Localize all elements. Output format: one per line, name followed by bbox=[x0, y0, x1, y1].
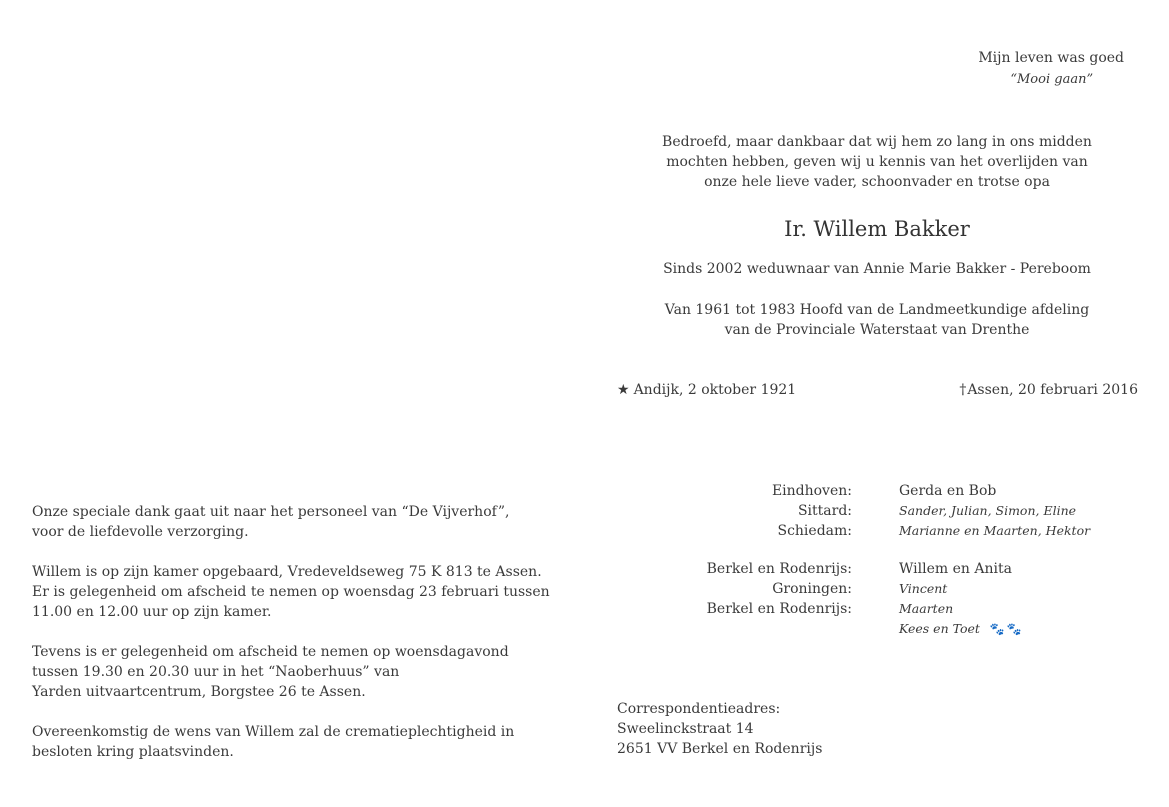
family-places bbox=[640, 481, 852, 619]
deceased-name: Ir. Willem Bakker bbox=[784, 217, 970, 241]
announcement-line: mochten hebben, geven wij u kennis van het overlijden van bbox=[666, 154, 1088, 170]
correspondence-address bbox=[617, 699, 822, 759]
address-street: Sweelinckstraat 14 bbox=[617, 721, 754, 737]
family-name: Marianne en Maarten, Hektor bbox=[899, 523, 1091, 538]
cross-icon: † bbox=[959, 382, 967, 398]
family-place: Berkel en Rodenrijs: bbox=[706, 561, 852, 577]
family-place: Berkel en Rodenrijs: bbox=[706, 601, 852, 617]
family-name: Sander, Julian, Simon, Eline bbox=[899, 503, 1077, 518]
star-icon: ★ bbox=[617, 382, 630, 398]
cremation-paragraph bbox=[32, 722, 552, 762]
family-name-pets bbox=[899, 619, 1149, 639]
family-place: Sittard: bbox=[797, 503, 852, 519]
thanks-paragraph bbox=[32, 502, 552, 542]
motto-quote: “Mooi gaan” bbox=[1010, 72, 1094, 87]
text-line: Onze speciale dank gaat uit naar het personeel van “De Vijverhof”, bbox=[32, 504, 510, 520]
motto bbox=[978, 48, 1124, 90]
text-line: Tevens is er gelegenheid om afscheid te nemen op woensdagavond bbox=[32, 644, 509, 660]
text-line: tussen 19.30 en 20.30 uur in het “Naoberhuus” van bbox=[32, 664, 400, 680]
address-city: 2651 VV Berkel en Rodenrijs bbox=[617, 741, 823, 757]
family-name: Maarten bbox=[899, 601, 954, 616]
widow-line: Sinds 2002 weduwnaar van Annie Marie Bakker - Pereboom bbox=[663, 261, 1091, 277]
family-place: Groningen: bbox=[772, 581, 852, 597]
address-label: Correspondentieadres: bbox=[617, 701, 781, 717]
family-name: Gerda en Bob bbox=[899, 483, 997, 499]
death-info bbox=[959, 380, 1138, 400]
birth-info bbox=[617, 380, 796, 400]
motto-line: Mijn leven was goed bbox=[978, 50, 1124, 66]
funeral-information bbox=[32, 502, 552, 762]
text-line: Er is gelegenheid om afscheid te nemen op woensdag 23 februari tussen bbox=[32, 584, 550, 600]
career-line: van de Provinciale Waterstaat van Drenthe bbox=[724, 322, 1030, 338]
viewing-paragraph bbox=[32, 562, 552, 622]
text-line: voor de liefdevolle verzorging. bbox=[32, 524, 249, 540]
family-names bbox=[899, 481, 1149, 639]
evening-paragraph bbox=[32, 642, 552, 702]
text-line: 11.00 en 12.00 uur op zijn kamer. bbox=[32, 604, 272, 620]
text-line: besloten kring plaatsvinden. bbox=[32, 744, 234, 760]
family-name: Vincent bbox=[899, 581, 948, 596]
announcement-text bbox=[617, 132, 1137, 192]
text-line: Overeenkomstig de wens van Willem zal de crematieplechtigheid in bbox=[32, 724, 515, 740]
paw-print-icon: 🐾🐾 bbox=[989, 622, 1024, 636]
death-text: Assen, 20 februari 2016 bbox=[967, 382, 1138, 398]
family-name: Willem en Anita bbox=[899, 561, 1012, 577]
announcement-line: Bedroefd, maar dankbaar dat wij hem zo lang in ons midden bbox=[662, 134, 1092, 150]
career-line: Van 1961 tot 1983 Hoofd van de Landmeetkundige afdeling bbox=[664, 302, 1090, 318]
family-name: Kees en Toet bbox=[899, 621, 980, 636]
birth-text: Andijk, 2 oktober 1921 bbox=[633, 382, 797, 398]
announcement-line: onze hele lieve vader, schoonvader en trotse opa bbox=[704, 174, 1050, 190]
text-line: Yarden uitvaartcentrum, Borgstee 26 te Assen. bbox=[32, 684, 366, 700]
text-line: Willem is op zijn kamer opgebaard, Vredeveldseweg 75 K 813 te Assen. bbox=[32, 564, 542, 580]
career-text bbox=[617, 300, 1137, 340]
family-place: Eindhoven: bbox=[771, 483, 852, 499]
family-place: Schiedam: bbox=[777, 523, 852, 539]
